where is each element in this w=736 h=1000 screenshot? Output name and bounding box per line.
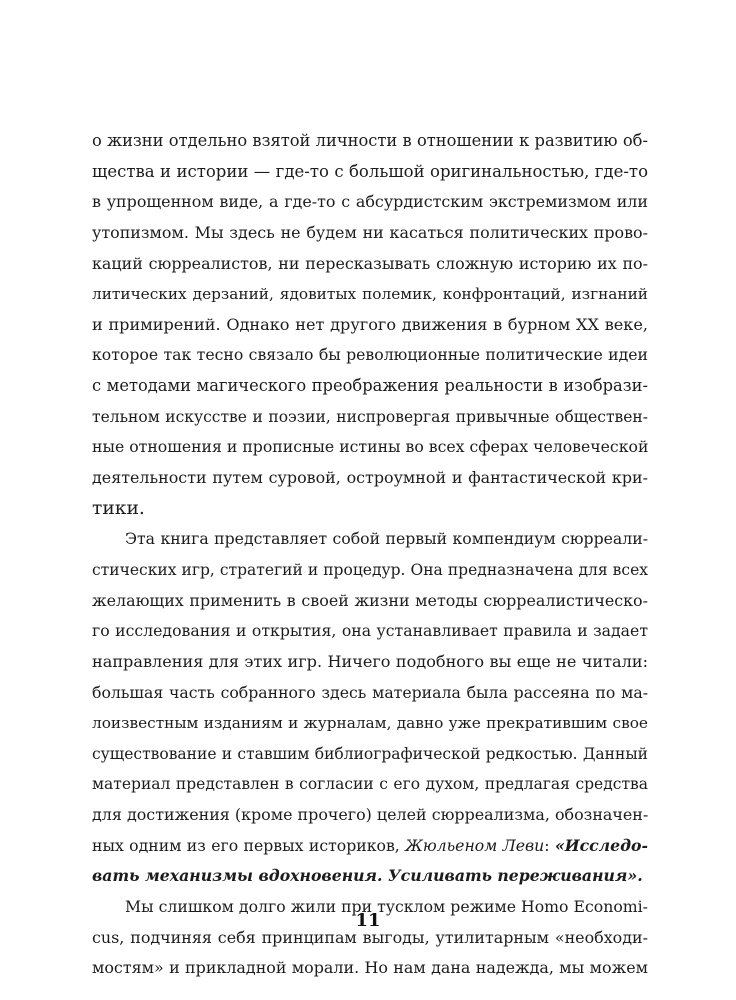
text-line: деятельности путем суровой, остроумной и фантастической кри- <box>92 468 648 488</box>
text-line: желающих применить в своей жизни методы сюрреалистическо- <box>92 590 648 610</box>
text-line: лоизвестным изданиям и журналам, давно уже прекратившим свое <box>92 714 648 733</box>
text-segment: ных одним из его первых историков, <box>92 835 406 855</box>
text-line: с методами магического преображения реальности в изобрази- <box>92 376 648 396</box>
text-line: каций сюрреалистов, ни пересказывать сложную историю их по- <box>92 253 648 273</box>
text-line: Эта книга представляет собой первый компендиум сюрреали- <box>125 529 648 549</box>
text-line: cus, подчиняя себя принципам выгоды, утилитарным «необходи- <box>92 927 648 947</box>
text-line: направления для этих игр. Ничего подобного вы еще не читали: <box>92 651 648 671</box>
text-line: литических дерзаний, ядовитых полемик, конфронтаций, изгнаний <box>92 285 648 304</box>
text-line: мостям» и прикладной морали. Но нам дана надежда, мы можем <box>92 958 648 978</box>
text-line-mixed <box>92 861 648 892</box>
text-line: стических игр, стратегий и процедур. Она предназначена для всех <box>92 560 648 579</box>
text-line: которое так тесно связало бы революционные политические идеи <box>92 345 648 365</box>
text-line: щества и истории — где-то с большой оригинальностью, где-то <box>92 161 648 181</box>
quote-emphasis: вать механизмы вдохновения. Усиливать переживания <box>92 866 628 886</box>
text-line: в упрощенном виде, а где-то с абсурдистским экстремизмом или <box>92 192 648 212</box>
text-line: о жизни отдельно взятой личности в отношении к развитию об- <box>92 131 648 150</box>
text-segment: : <box>544 835 555 855</box>
quote-closing: ». <box>627 866 643 886</box>
body-text <box>92 126 648 984</box>
text-line: существование и ставшим библиографической редкостью. Данный <box>92 744 648 763</box>
text-line: го исследования и открытия, она устанавливает правила и задает <box>92 621 648 641</box>
text-line: и примирений. Однако нет другого движения в бурном XX веке, <box>92 314 648 334</box>
text-line: для достижения (кроме прочего) целей сюрреализма, обозначен- <box>92 805 649 825</box>
author-name: Жюльеном Леви <box>405 835 545 855</box>
text-line: тики. <box>92 497 145 519</box>
text-line-mixed <box>92 831 648 862</box>
page-number: 11 <box>355 910 381 931</box>
text-line: утопизмом. Мы здесь не будем ни касаться политических прово- <box>92 222 648 242</box>
text-line: тельном искусстве и поэзии, ниспровергая привычные обществен- <box>92 407 648 426</box>
text-line: большая часть собранного здесь материала была рассеяна по ма- <box>92 682 648 702</box>
text-line: Мы слишком долго жили при тусклом режиме Homo Economi- <box>125 897 648 917</box>
text-line: материал представлен в согласии с его духом, предлагая средства <box>92 775 648 794</box>
text-line: ные отношения и прописные истины во всех сферах человеческой <box>92 437 649 457</box>
quote-emphasis: «Исследо- <box>554 835 649 855</box>
